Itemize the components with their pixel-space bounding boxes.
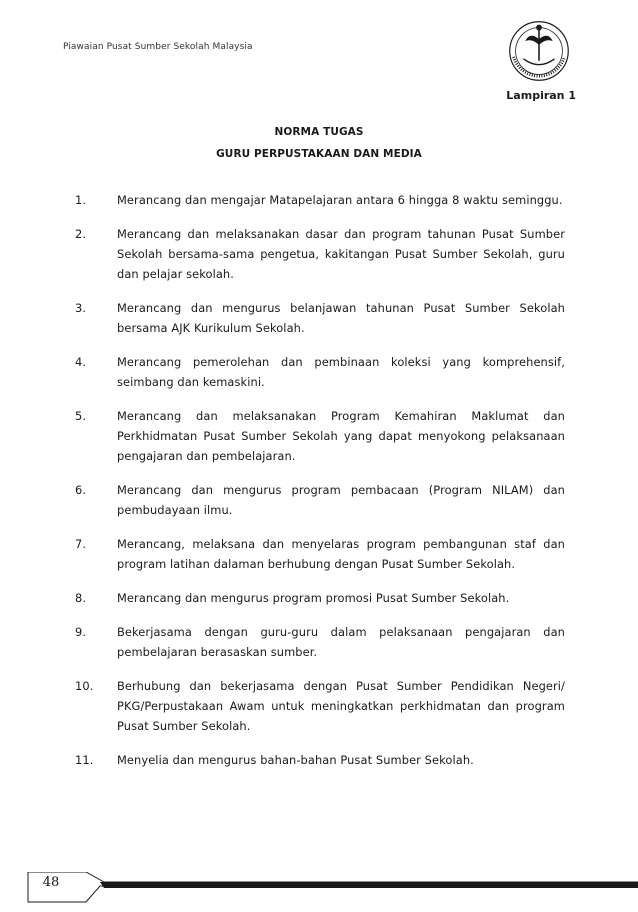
item-number: 6. bbox=[75, 483, 87, 497]
item-text: Berhubung dan bekerjasama dengan Pusat Sumber Pendidikan Negeri/ PKG/Perpustakaan Awam untuk meningkatkan perkhidmatan dan program Pusat Sumber Sekolah. bbox=[117, 679, 565, 733]
document-subtitle: GURU PERPUSTAKAAN DAN MEDIA bbox=[216, 148, 422, 160]
list-item bbox=[75, 622, 565, 662]
item-number: 1. bbox=[75, 193, 87, 207]
duties-list bbox=[75, 190, 565, 784]
item-text: Merancang dan mengurus program pembacaan (Program NILAM) dan pembudayaan ilmu. bbox=[117, 483, 565, 517]
list-item bbox=[75, 352, 565, 392]
item-number: 5. bbox=[75, 409, 87, 423]
item-number: 3. bbox=[75, 301, 87, 315]
emblem-logo bbox=[500, 12, 578, 90]
item-number: 8. bbox=[75, 591, 87, 605]
annex-label: Lampiran 1 bbox=[506, 89, 576, 102]
item-number: 7. bbox=[75, 537, 87, 551]
item-number: 10. bbox=[75, 679, 94, 693]
list-item bbox=[75, 298, 565, 338]
item-text: Bekerjasama dengan guru-guru dalam pelaksanaan pengajaran dan pembelajaran berasaskan sumber. bbox=[117, 625, 565, 659]
item-number: 4. bbox=[75, 355, 87, 369]
item-text: Menyelia dan mengurus bahan-bahan Pusat Sumber Sekolah. bbox=[117, 753, 474, 767]
item-number: 11. bbox=[75, 753, 94, 767]
item-text: Merancang dan melaksanakan dasar dan program tahunan Pusat Sumber Sekolah bersama-sama pengetua, kakitangan Pusat Sumber Sekolah, guru dan pelajar sekolah. bbox=[117, 227, 565, 281]
running-header: Piawaian Pusat Sumber Sekolah Malaysia bbox=[63, 42, 253, 52]
list-item bbox=[75, 224, 565, 284]
document-title: NORMA TUGAS bbox=[274, 126, 364, 138]
item-text: Merancang dan mengurus belanjawan tahunan Pusat Sumber Sekolah bersama AJK Kurikulum Sekolah. bbox=[117, 301, 565, 335]
list-item bbox=[75, 676, 565, 736]
page-number: 48 bbox=[42, 875, 60, 890]
list-item bbox=[75, 190, 565, 210]
item-text: Merancang dan mengurus program promosi Pusat Sumber Sekolah. bbox=[117, 591, 510, 605]
list-item bbox=[75, 534, 565, 574]
item-number: 2. bbox=[75, 227, 87, 241]
item-text: Merancang dan mengajar Matapelajaran antara 6 hingga 8 waktu seminggu. bbox=[117, 193, 563, 207]
list-item bbox=[75, 750, 565, 770]
footer-band bbox=[0, 872, 638, 912]
item-number: 9. bbox=[75, 625, 87, 639]
item-text: Merancang pemerolehan dan pembinaan koleksi yang komprehensif, seimbang dan kemaskini. bbox=[117, 355, 565, 389]
list-item bbox=[75, 588, 565, 608]
list-item bbox=[75, 480, 565, 520]
item-text: Merancang dan melaksanakan Program Kemahiran Maklumat dan Perkhidmatan Pusat Sumber Sekolah yang dapat menyokong pelaksanaan pengajaran dan pembelajaran. bbox=[117, 409, 565, 463]
item-text: Merancang, melaksana dan menyelaras program pembangunan staf dan program latihan dalaman berhubung dengan Pusat Sumber Sekolah. bbox=[117, 537, 565, 571]
list-item bbox=[75, 406, 565, 466]
